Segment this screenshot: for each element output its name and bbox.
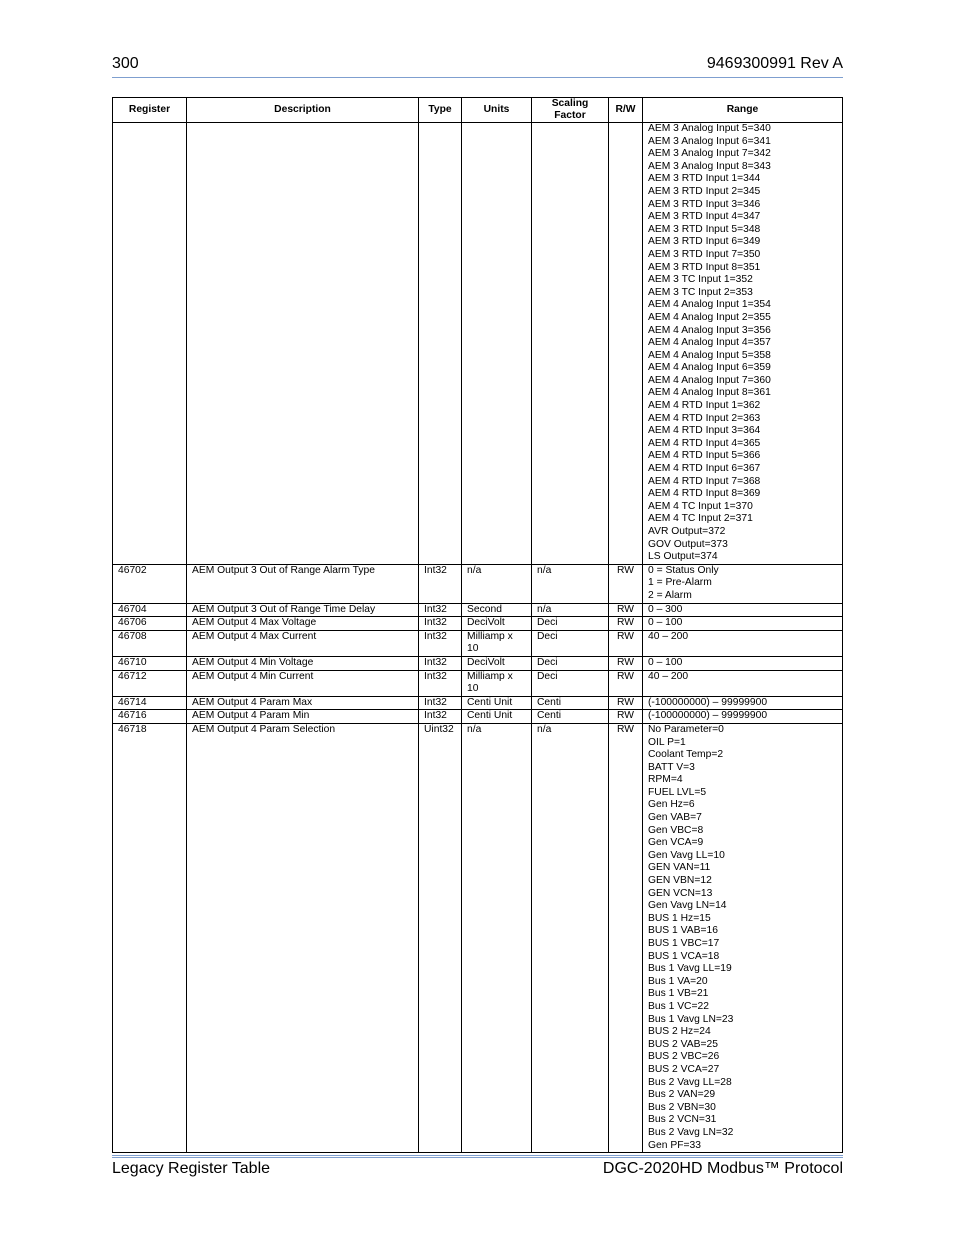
cell-units: n/a (462, 723, 532, 1152)
column-header-scaling-factor: Scaling Factor (532, 98, 609, 123)
cell-register: 46702 (113, 564, 187, 603)
cell-units: Milliamp x 10 (462, 630, 532, 656)
table-row (113, 630, 843, 656)
range-value: AEM 4 Analog Input 3=356 (648, 324, 771, 336)
range-value: BUS 1 VBC=17 (648, 938, 720, 949)
cell-type: Int32 (419, 603, 462, 617)
cell-units: Centi Unit (462, 710, 532, 724)
cell-units: DeciVolt (462, 617, 532, 631)
range-value: 0 – 300 (648, 603, 683, 615)
range-value: Coolant Temp=2 (648, 749, 724, 761)
cell-rw: RW (609, 656, 643, 670)
page-header (112, 55, 843, 77)
range-value: Bus 1 VB=21 (648, 988, 709, 1000)
cell-scaling-factor: Deci (532, 617, 609, 631)
cell-scaling-factor: Deci (532, 670, 609, 696)
cell-register: 46710 (113, 656, 187, 670)
range-value: BUS 1 VCA=18 (648, 950, 720, 962)
range-value: AEM 3 RTD Input 8=351 (648, 261, 761, 273)
cell-register: 46718 (113, 723, 187, 1152)
range-value: LS Output=374 (648, 551, 718, 563)
range-value: FUEL LVL=5 (648, 786, 707, 798)
range-value: BATT V=3 (648, 761, 695, 773)
range-value: BUS 1 VAB=16 (648, 925, 718, 937)
cell-range (643, 630, 843, 656)
cell-range (643, 564, 843, 603)
cell-range (643, 723, 843, 1152)
table-row (113, 617, 843, 631)
range-value: Gen VCA=9 (648, 837, 704, 849)
range-value: AEM 4 RTD Input 5=366 (648, 450, 761, 462)
range-value: AEM 4 RTD Input 3=364 (648, 425, 761, 437)
range-value: Bus 1 Vavg LL=19 (648, 963, 732, 975)
range-value: AEM 4 RTD Input 6=367 (648, 463, 761, 475)
range-value: Bus 2 VBN=30 (648, 1101, 716, 1113)
range-value: AEM 3 RTD Input 1=344 (648, 173, 761, 185)
range-value: Gen Vavg LL=10 (648, 849, 725, 861)
range-value: Gen VBC=8 (648, 824, 704, 836)
page-number: 300 (112, 55, 139, 72)
cell-type: Int32 (419, 670, 462, 696)
range-value: AEM 3 Analog Input 5=340 (648, 123, 771, 134)
cell-type: Int32 (419, 710, 462, 724)
cell-type: Int32 (419, 656, 462, 670)
range-value: Gen Vavg LN=14 (648, 900, 727, 912)
range-value: AEM 3 RTD Input 5=348 (648, 223, 761, 235)
cell-type: Int32 (419, 696, 462, 710)
range-value: AEM 3 TC Input 2=353 (648, 286, 753, 298)
footer-product-name: DGC-2020HD Modbus™ Protocol (602, 1160, 843, 1177)
cell-rw (609, 123, 643, 565)
cell-scaling-factor: n/a (532, 723, 609, 1152)
cell-type (419, 123, 462, 565)
cell-register (113, 123, 187, 565)
range-value: AEM 4 Analog Input 2=355 (648, 311, 771, 323)
column-header-rw: R/W (609, 98, 643, 123)
range-value: Bus 1 VC=22 (648, 1000, 709, 1012)
range-value: BUS 2 VAB=25 (648, 1038, 718, 1050)
header-rule (112, 77, 843, 78)
cell-scaling-factor (532, 123, 609, 565)
cell-rw: RW (609, 696, 643, 710)
cell-description: AEM Output 4 Max Voltage (187, 617, 419, 631)
cell-description: AEM Output 4 Min Voltage (187, 656, 419, 670)
range-value: OIL P=1 (648, 736, 686, 748)
cell-range (643, 710, 843, 724)
range-value: 0 – 100 (648, 656, 683, 668)
range-value: 40 – 200 (648, 670, 689, 682)
cell-scaling-factor: n/a (532, 603, 609, 617)
table-row (113, 670, 843, 696)
cell-description: AEM Output 3 Out of Range Time Delay (187, 603, 419, 617)
cell-register: 46706 (113, 617, 187, 631)
cell-register: 46716 (113, 710, 187, 724)
table-row (113, 710, 843, 724)
range-value: AEM 4 Analog Input 4=357 (648, 337, 771, 349)
cell-rw: RW (609, 603, 643, 617)
table-row (113, 723, 843, 1152)
page-footer (112, 1160, 843, 1182)
cell-units: Second (462, 603, 532, 617)
range-value: AEM 4 RTD Input 4=365 (648, 437, 761, 449)
cell-register: 46714 (113, 696, 187, 710)
range-value: AEM 3 Analog Input 6=341 (648, 135, 771, 147)
table-body (113, 123, 843, 1153)
footer-rule (112, 1155, 843, 1156)
range-value: AEM 4 TC Input 2=371 (648, 513, 753, 525)
document-id: 9469300991 Rev A (706, 55, 843, 72)
range-value: 0 = Status Only (648, 564, 719, 576)
column-header-register: Register (113, 98, 187, 123)
cell-range (643, 696, 843, 710)
column-header-type: Type (419, 98, 462, 123)
range-value: AEM 4 Analog Input 5=358 (648, 349, 771, 361)
cell-description: AEM Output 4 Max Current (187, 630, 419, 656)
range-value: (-100000000) – 99999900 (648, 696, 768, 708)
cell-units: DeciVolt (462, 656, 532, 670)
range-value: BUS 2 VCA=27 (648, 1063, 720, 1075)
range-value: 2 = Alarm (648, 589, 692, 601)
table-row (113, 603, 843, 617)
range-value: AEM 3 RTD Input 3=346 (648, 198, 761, 210)
range-value: (-100000000) – 99999900 (648, 710, 768, 722)
cell-rw: RW (609, 617, 643, 631)
range-value: Gen Hz=6 (648, 799, 695, 811)
cell-description: AEM Output 4 Min Current (187, 670, 419, 696)
cell-scaling-factor: Deci (532, 656, 609, 670)
table-header-row (113, 98, 843, 123)
column-header-range: Range (643, 98, 843, 123)
cell-scaling-factor: n/a (532, 564, 609, 603)
cell-register: 46712 (113, 670, 187, 696)
range-value: AVR Output=372 (648, 526, 726, 537)
range-value: Gen PF=33 (648, 1139, 701, 1151)
column-header-units: Units (462, 98, 532, 123)
cell-description (187, 123, 419, 565)
range-value: 1 = Pre-Alarm (648, 577, 712, 589)
cell-type: Int32 (419, 564, 462, 603)
register-table (112, 97, 843, 1153)
cell-description: AEM Output 4 Param Max (187, 696, 419, 710)
column-header-description: Description (187, 98, 419, 123)
cell-rw: RW (609, 630, 643, 656)
table-row (113, 564, 843, 603)
range-value: No Parameter=0 (648, 723, 724, 735)
table-row (113, 656, 843, 670)
range-value: AEM 3 RTD Input 6=349 (648, 236, 761, 248)
range-value: Bus 2 VAN=29 (648, 1089, 716, 1101)
cell-scaling-factor: Deci (532, 630, 609, 656)
cell-description: AEM Output 3 Out of Range Alarm Type (187, 564, 419, 603)
cell-type: Uint32 (419, 723, 462, 1152)
cell-rw: RW (609, 723, 643, 1152)
cell-description: AEM Output 4 Param Min (187, 710, 419, 724)
range-value: AEM 4 RTD Input 7=368 (648, 475, 761, 487)
table-row (113, 123, 843, 565)
range-value: Bus 2 VCN=31 (648, 1114, 717, 1126)
range-value: 40 – 200 (648, 630, 689, 642)
range-value: AEM 4 RTD Input 2=363 (648, 412, 761, 424)
range-value: GEN VAN=11 (648, 862, 711, 874)
range-value: RPM=4 (648, 774, 683, 786)
range-value: AEM 4 TC Input 1=370 (648, 500, 753, 512)
cell-rw: RW (609, 710, 643, 724)
cell-range (643, 617, 843, 631)
footer-section-title: Legacy Register Table (112, 1160, 271, 1177)
range-value: GOV Output=373 (648, 538, 728, 550)
range-value: AEM 4 Analog Input 6=359 (648, 362, 771, 374)
cell-units: Milliamp x 10 (462, 670, 532, 696)
range-value: BUS 2 Hz=24 (648, 1026, 711, 1038)
cell-units: n/a (462, 564, 532, 603)
range-value: AEM 4 RTD Input 8=369 (648, 488, 761, 500)
footer-rule-secondary (112, 1157, 843, 1158)
range-value: Bus 1 VA=20 (648, 975, 708, 987)
cell-scaling-factor: Centi (532, 696, 609, 710)
cell-type: Int32 (419, 617, 462, 631)
table-row (113, 696, 843, 710)
cell-rw: RW (609, 670, 643, 696)
range-value: BUS 1 Hz=15 (648, 912, 711, 924)
cell-range (643, 123, 843, 565)
range-value: Bus 2 Vavg LL=28 (648, 1076, 732, 1088)
range-value: GEN VBN=12 (648, 875, 712, 887)
cell-register: 46708 (113, 630, 187, 656)
range-value: AEM 3 RTD Input 2=345 (648, 185, 761, 197)
cell-range (643, 656, 843, 670)
cell-description: AEM Output 4 Param Selection (187, 723, 419, 1152)
range-value: AEM 3 RTD Input 4=347 (648, 211, 761, 223)
range-value: AEM 3 TC Input 1=352 (648, 274, 753, 286)
range-value: AEM 3 Analog Input 8=343 (648, 160, 771, 172)
range-value: BUS 2 VBC=26 (648, 1051, 720, 1063)
cell-range (643, 603, 843, 617)
range-value: 0 – 100 (648, 617, 683, 629)
range-value: AEM 4 Analog Input 1=354 (648, 299, 771, 311)
cell-scaling-factor: Centi (532, 710, 609, 724)
range-value: AEM 4 RTD Input 1=362 (648, 400, 761, 412)
range-value: Bus 1 Vavg LN=23 (648, 1013, 734, 1025)
range-value: GEN VCN=13 (648, 887, 713, 899)
range-value: AEM 4 Analog Input 8=361 (648, 387, 771, 399)
cell-range (643, 670, 843, 696)
range-value: Gen VAB=7 (648, 812, 702, 824)
cell-register: 46704 (113, 603, 187, 617)
range-value: AEM 3 Analog Input 7=342 (648, 148, 771, 160)
cell-units: Centi Unit (462, 696, 532, 710)
range-value: Bus 2 Vavg LN=32 (648, 1126, 734, 1138)
range-value: AEM 3 RTD Input 7=350 (648, 248, 761, 260)
cell-rw: RW (609, 564, 643, 603)
cell-units (462, 123, 532, 565)
range-value: AEM 4 Analog Input 7=360 (648, 374, 771, 386)
cell-type: Int32 (419, 630, 462, 656)
